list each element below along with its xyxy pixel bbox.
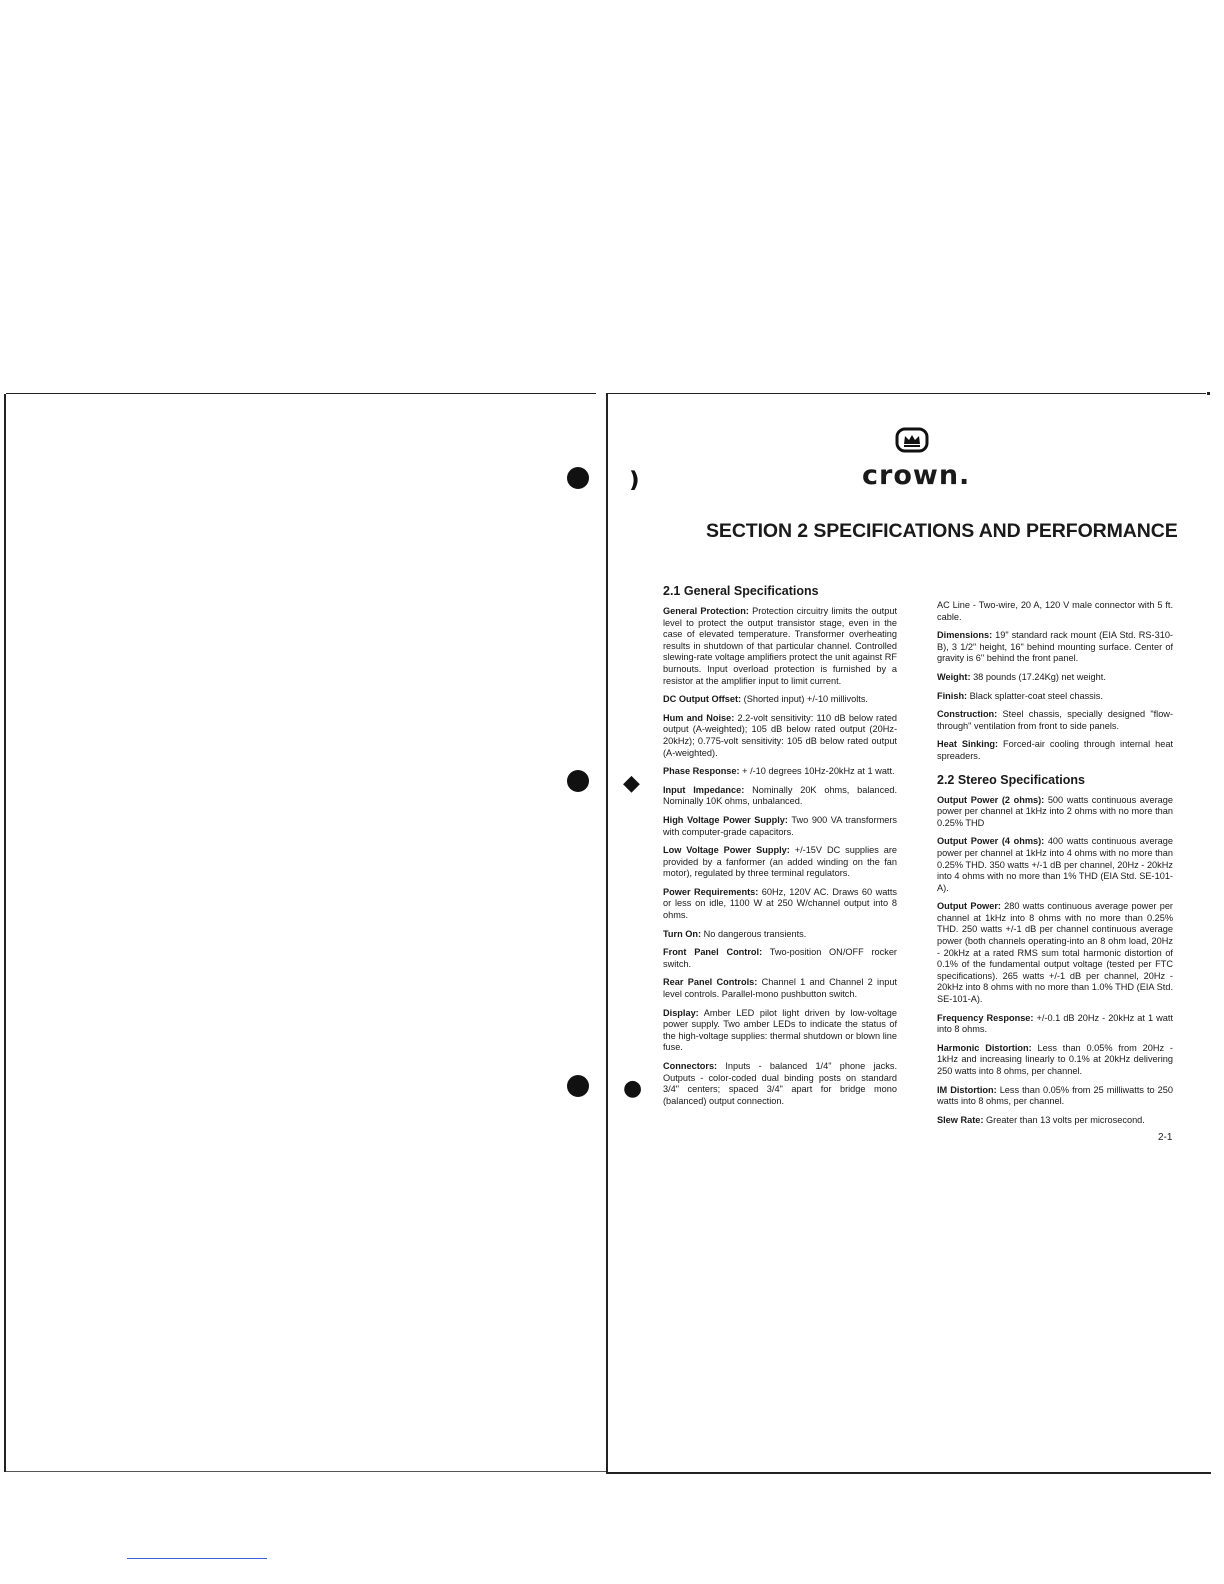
spec-text: Channel 1 and Channel 2 input level controls. Parallel-mono pushbutton switch. xyxy=(663,977,897,1000)
spec-text: 38 pounds (17.24Kg) net weight. xyxy=(970,671,1106,682)
top-rule-left xyxy=(6,393,596,394)
spec-label: DC Output Offset: xyxy=(663,694,742,705)
spec-text: 500 watts continuous average power per channel at 1kHz into 2 ohms with no more than 0.25% THD xyxy=(937,794,1174,828)
spec-label: General Protection: xyxy=(663,606,749,616)
specs-right-column xyxy=(937,600,1173,1133)
spec-item xyxy=(937,1115,1173,1127)
spec-label: Heat Sinking: xyxy=(937,739,999,750)
bottom-rule-right xyxy=(606,1472,1211,1474)
spec-text: Amber LED pilot light driven by low-voltage power supply. Two amber LEDs to indicate the status of the high-voltage supplies: thermal shutdown or blown line fuse. xyxy=(663,1007,897,1053)
spec-label: Display: xyxy=(663,1007,699,1018)
spec-label: Weight: xyxy=(937,671,971,682)
spec-item xyxy=(663,845,897,880)
binder-hole-icon xyxy=(567,467,589,489)
general-specs-list xyxy=(663,606,897,1107)
spec-label: Harmonic Distortion: xyxy=(937,1042,1032,1053)
spec-label: Phase Response: xyxy=(663,766,740,777)
spec-label: Dimensions: xyxy=(937,630,993,641)
crown-logo xyxy=(862,427,971,491)
section-title: SECTION 2 SPECIFICATIONS AND PERFORMANCE xyxy=(706,520,1178,542)
bottom-rule-left xyxy=(6,1471,606,1472)
spec-item xyxy=(937,901,1173,1005)
spec-label: Slew Rate: xyxy=(937,1114,984,1125)
spec-text: Protection circuitry limits the output level to protect the output transistor stage, even in the case of elevated temperature. Transformer overheating results in shutdown of that particular channel. Controlled slewing-rate voltage amplifiers protect the unit against RF burnouts. Input overload protection is furnished by a resistor at the amplifier input to limit current. xyxy=(663,606,898,686)
spec-text: Less than 0.05% from 25 milliwatts to 250 watts into 8 ohms, per channel. xyxy=(937,1084,1174,1107)
spec-item xyxy=(937,1043,1173,1078)
spec-item xyxy=(663,713,897,759)
general-specs-column xyxy=(663,584,897,1114)
spec-label: Input Impedance: xyxy=(663,784,745,795)
spec-text: Less than 0.05% from 20Hz - 1kHz and increasing linearly to 0.1% at 20kHz delivering 250 watts into 8 ohms, per channel. xyxy=(937,1042,1173,1076)
spec-text: No dangerous transients. xyxy=(701,928,807,939)
spec-item xyxy=(663,947,897,970)
spec-item xyxy=(937,1013,1173,1036)
spec-text: Steel chassis, specially designed "flow-through" ventilation from front to side panels. xyxy=(937,709,1173,731)
top-rule-right xyxy=(606,393,1206,394)
spec-text: 280 watts continuous average power per channel at 1kHz into 8 ohms with no more than 0.25% THD. 250 watts +/-1 dB per channel continuous average power (both channels operating-into an 8 ohm load, 20Hz - 20kHz at a rated RMS sum total harmonic distortion of 0.1% of the fundamental output voltage (tested per FTC specifications). 265 watts +/-1 dB per channel, 20Hz - 20kHz into 8 ohms with no more than 1.0% THD (EIA Std. SE-101-A). xyxy=(937,901,1173,1005)
spec-label: Output Power (2 ohms): xyxy=(937,794,1045,805)
spec-text: Nominally 20K ohms, balanced. Nominally 10K ohms, unbalanced. xyxy=(663,784,897,807)
spec-item xyxy=(663,887,897,922)
spec-text: 400 watts continuous average power per channel at 1kHz into 4 ohms with no more than 0.25% THD. 350 watts +/-1 dB per channel, 20Hz - 20kHz into 4 ohms with no more than 1% THD (EIA Std. SE-101-A). xyxy=(937,836,1174,893)
spec-label: Rear Panel Controls: xyxy=(663,977,758,988)
spec-item xyxy=(937,672,1173,684)
spec-item xyxy=(663,815,897,838)
spec-label: Finish: xyxy=(937,690,968,701)
spec-label: Front Panel Control: xyxy=(663,947,763,958)
spec-item xyxy=(663,1008,897,1054)
spec-text: 2.2-volt sensitivity: 110 dB below rated output (A-weighted); 105 dB below rated output (20Hz-20kHz); 0.775-volt sensitivity: 105 dB below rated output (A-weighted). xyxy=(663,712,898,758)
crown-badge-icon xyxy=(895,427,929,453)
spec-item xyxy=(937,709,1173,732)
binding-mark-icon: ● xyxy=(623,1076,643,1101)
page-number: 2-1 xyxy=(1158,1132,1173,1143)
spec-label: Frequency Response: xyxy=(937,1012,1034,1023)
spec-item xyxy=(663,977,897,1000)
general-specs-heading: 2.1 General Specifications xyxy=(663,584,819,598)
corner-mark xyxy=(1207,392,1210,395)
page-fold-line xyxy=(606,393,608,1473)
stereo-specs-list xyxy=(937,795,1173,1127)
spec-item xyxy=(937,600,1173,623)
spec-item xyxy=(663,785,897,808)
spec-item xyxy=(937,739,1173,762)
spec-text: (Shorted input) +/-10 millivolts. xyxy=(741,694,868,705)
spec-label: Power Requirements: xyxy=(663,886,759,897)
left-page-edge xyxy=(4,394,6,1472)
spec-text: 19" standard rack mount (EIA Std. RS-310-B), 3 1/2" height, 16" behind mounting surface. Center of gravity is 6" behind the front panel. xyxy=(937,630,1173,664)
binding-mark-icon: ◆ xyxy=(623,771,640,796)
spec-item xyxy=(663,606,897,687)
general-specs-continued-list xyxy=(937,600,1173,763)
stereo-specs-heading: 2.2 Stereo Specifications xyxy=(937,772,1085,787)
spec-text: +/-15V DC supplies are provided by a fanformer (an added winding on the fan motor), regulated by three terminal regulators. xyxy=(663,845,897,879)
spec-label: Connectors: xyxy=(663,1061,718,1071)
spec-text: Black splatter-coat steel chassis. xyxy=(967,690,1103,701)
spec-text: Forced-air cooling through internal heat spreaders. xyxy=(937,739,1173,761)
spec-item xyxy=(663,929,897,941)
spec-text: Two 900 VA transformers with computer-grade capacitors. xyxy=(663,814,897,837)
spec-item xyxy=(937,1085,1173,1108)
spec-label: Output Power (4 ohms): xyxy=(937,836,1045,847)
spec-text: 60Hz, 120V AC. Draws 60 watts or less on idle, 1100 W at 250 W/channel output into 8 ohms. xyxy=(663,886,898,921)
spec-text: AC Line - Two-wire, 20 A, 120 V male connector with 5 ft. cable. xyxy=(937,600,1173,622)
spec-label: Low Voltage Power Supply: xyxy=(663,845,790,856)
binder-hole-icon xyxy=(567,1075,589,1097)
spec-label: IM Distortion: xyxy=(937,1084,997,1095)
spec-label: Hum and Noise: xyxy=(663,712,735,723)
spec-text: Inputs - balanced 1/4" phone jacks. Outputs - color-coded dual binding posts on standard 3/4" centers; spaced 3/4" apart for bridge mono (balanced) output connection. xyxy=(663,1061,897,1106)
spec-item xyxy=(937,630,1173,665)
spec-text: Two-position ON/OFF rocker switch. xyxy=(663,947,897,969)
spec-label: Construction: xyxy=(937,709,998,720)
binding-mark-icon: ❫ xyxy=(625,468,644,493)
spec-text: Greater than 13 volts per microsecond. xyxy=(983,1114,1145,1125)
binder-hole-icon xyxy=(567,770,589,792)
spec-item xyxy=(937,836,1173,894)
spec-item xyxy=(937,795,1173,830)
spec-item xyxy=(663,1061,897,1107)
spec-label: High Voltage Power Supply: xyxy=(663,814,788,825)
logo-wordmark: crown. xyxy=(862,460,971,491)
spec-label: Turn On: xyxy=(663,928,702,939)
spec-item xyxy=(937,691,1173,703)
spec-item xyxy=(663,766,897,778)
spec-item xyxy=(663,694,897,706)
spec-text: + /-10 degrees 10Hz-20kHz at 1 watt. xyxy=(739,766,895,777)
spec-text: +/-0.1 dB 20Hz - 20kHz at 1 watt into 8 ohms. xyxy=(937,1012,1173,1035)
blue-rule xyxy=(127,1558,267,1559)
spec-label: Output Power: xyxy=(937,901,1001,912)
